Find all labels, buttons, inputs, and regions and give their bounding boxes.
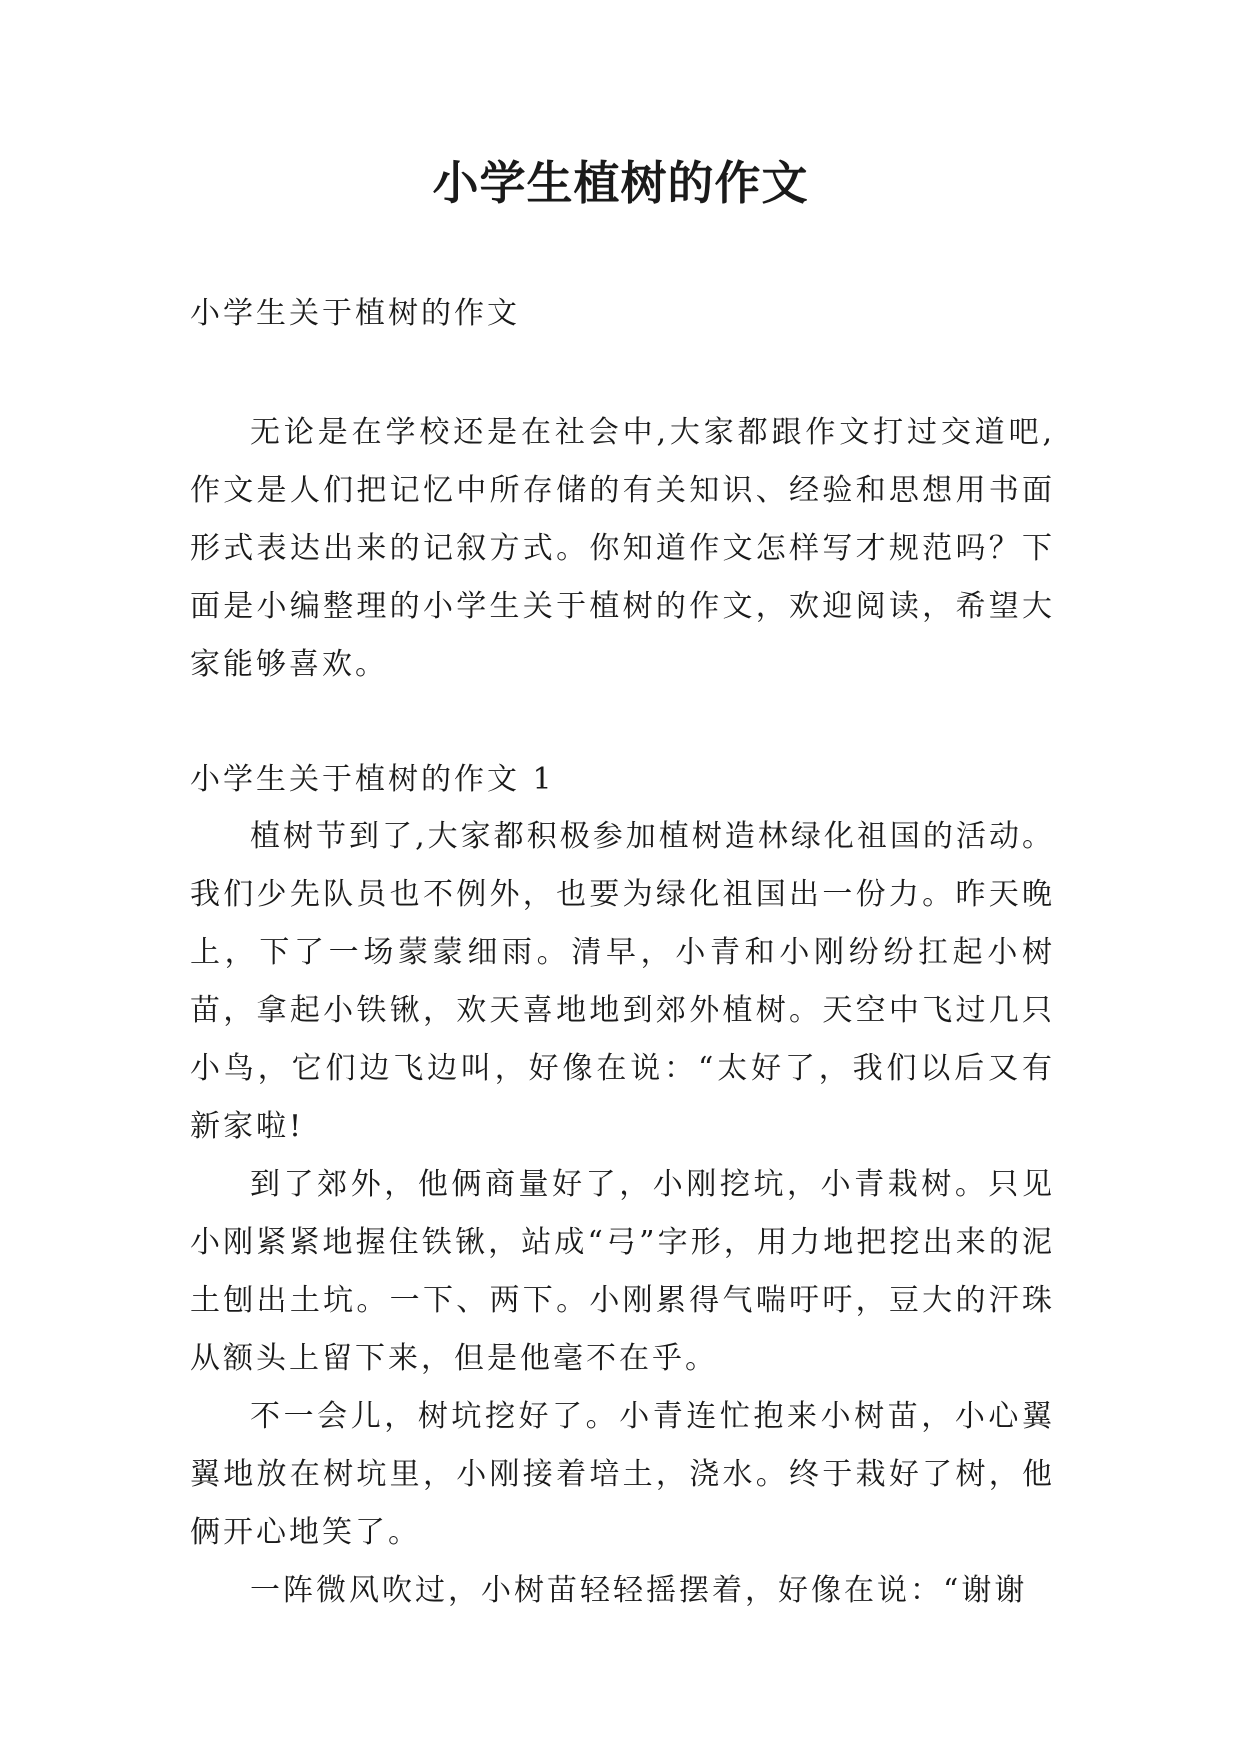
section-heading: 小学生关于植树的作文 1: [190, 762, 555, 797]
story-paragraph: 一阵微风吹过，小树苗轻轻摇摆着，好像在说：“谢谢: [250, 1573, 1028, 1608]
story-paragraph: 植树节到了,大家都积极参加植树造林绿化祖国的活动。我们少先队员也不例外，也要为绿化祖国出一份力。昨天晚上，下了一场蒙蒙细雨。清早，小青和小刚纷纷扛起小树苗，拿起小铁锹，欢天喜地地到郊外植树。天空中飞过几只小鸟，它们边飞边叫，好像在说：“太好了，我们以后又有新家啦!: [190, 819, 1055, 1144]
intro-block: [190, 404, 1055, 694]
document-title: 小学生植树的作文: [432, 156, 809, 210]
story-paragraph: 不一会儿，树坑挖好了。小青连忙抱来小树苗，小心翼翼地放在树坑里，小刚接着培土，浇水。终于栽好了树，他俩开心地笑了。: [190, 1399, 1055, 1550]
intro-paragraph: 无论是在学校还是在社会中,大家都跟作文打过交道吧,作文是人们把记忆中所存储的有关知识、经验和思想用书面形式表达出来的记叙方式。你知道作文怎样写才规范吗？下面是小编整理的小学生关于植树的作文，欢迎阅读，希望大家能够喜欢。: [190, 415, 1055, 682]
story-body: [190, 808, 1055, 1620]
document-subtitle: 小学生关于植树的作文: [190, 296, 520, 331]
story-paragraph: 到了郊外，他俩商量好了，小刚挖坑，小青栽树。只见小刚紧紧地握住铁锹，站成“弓”字形，用力地把挖出来的泥土刨出土坑。一下、两下。小刚累得气喘吁吁，豆大的汗珠从额头上留下来，但是他毫不在乎。: [190, 1167, 1055, 1376]
